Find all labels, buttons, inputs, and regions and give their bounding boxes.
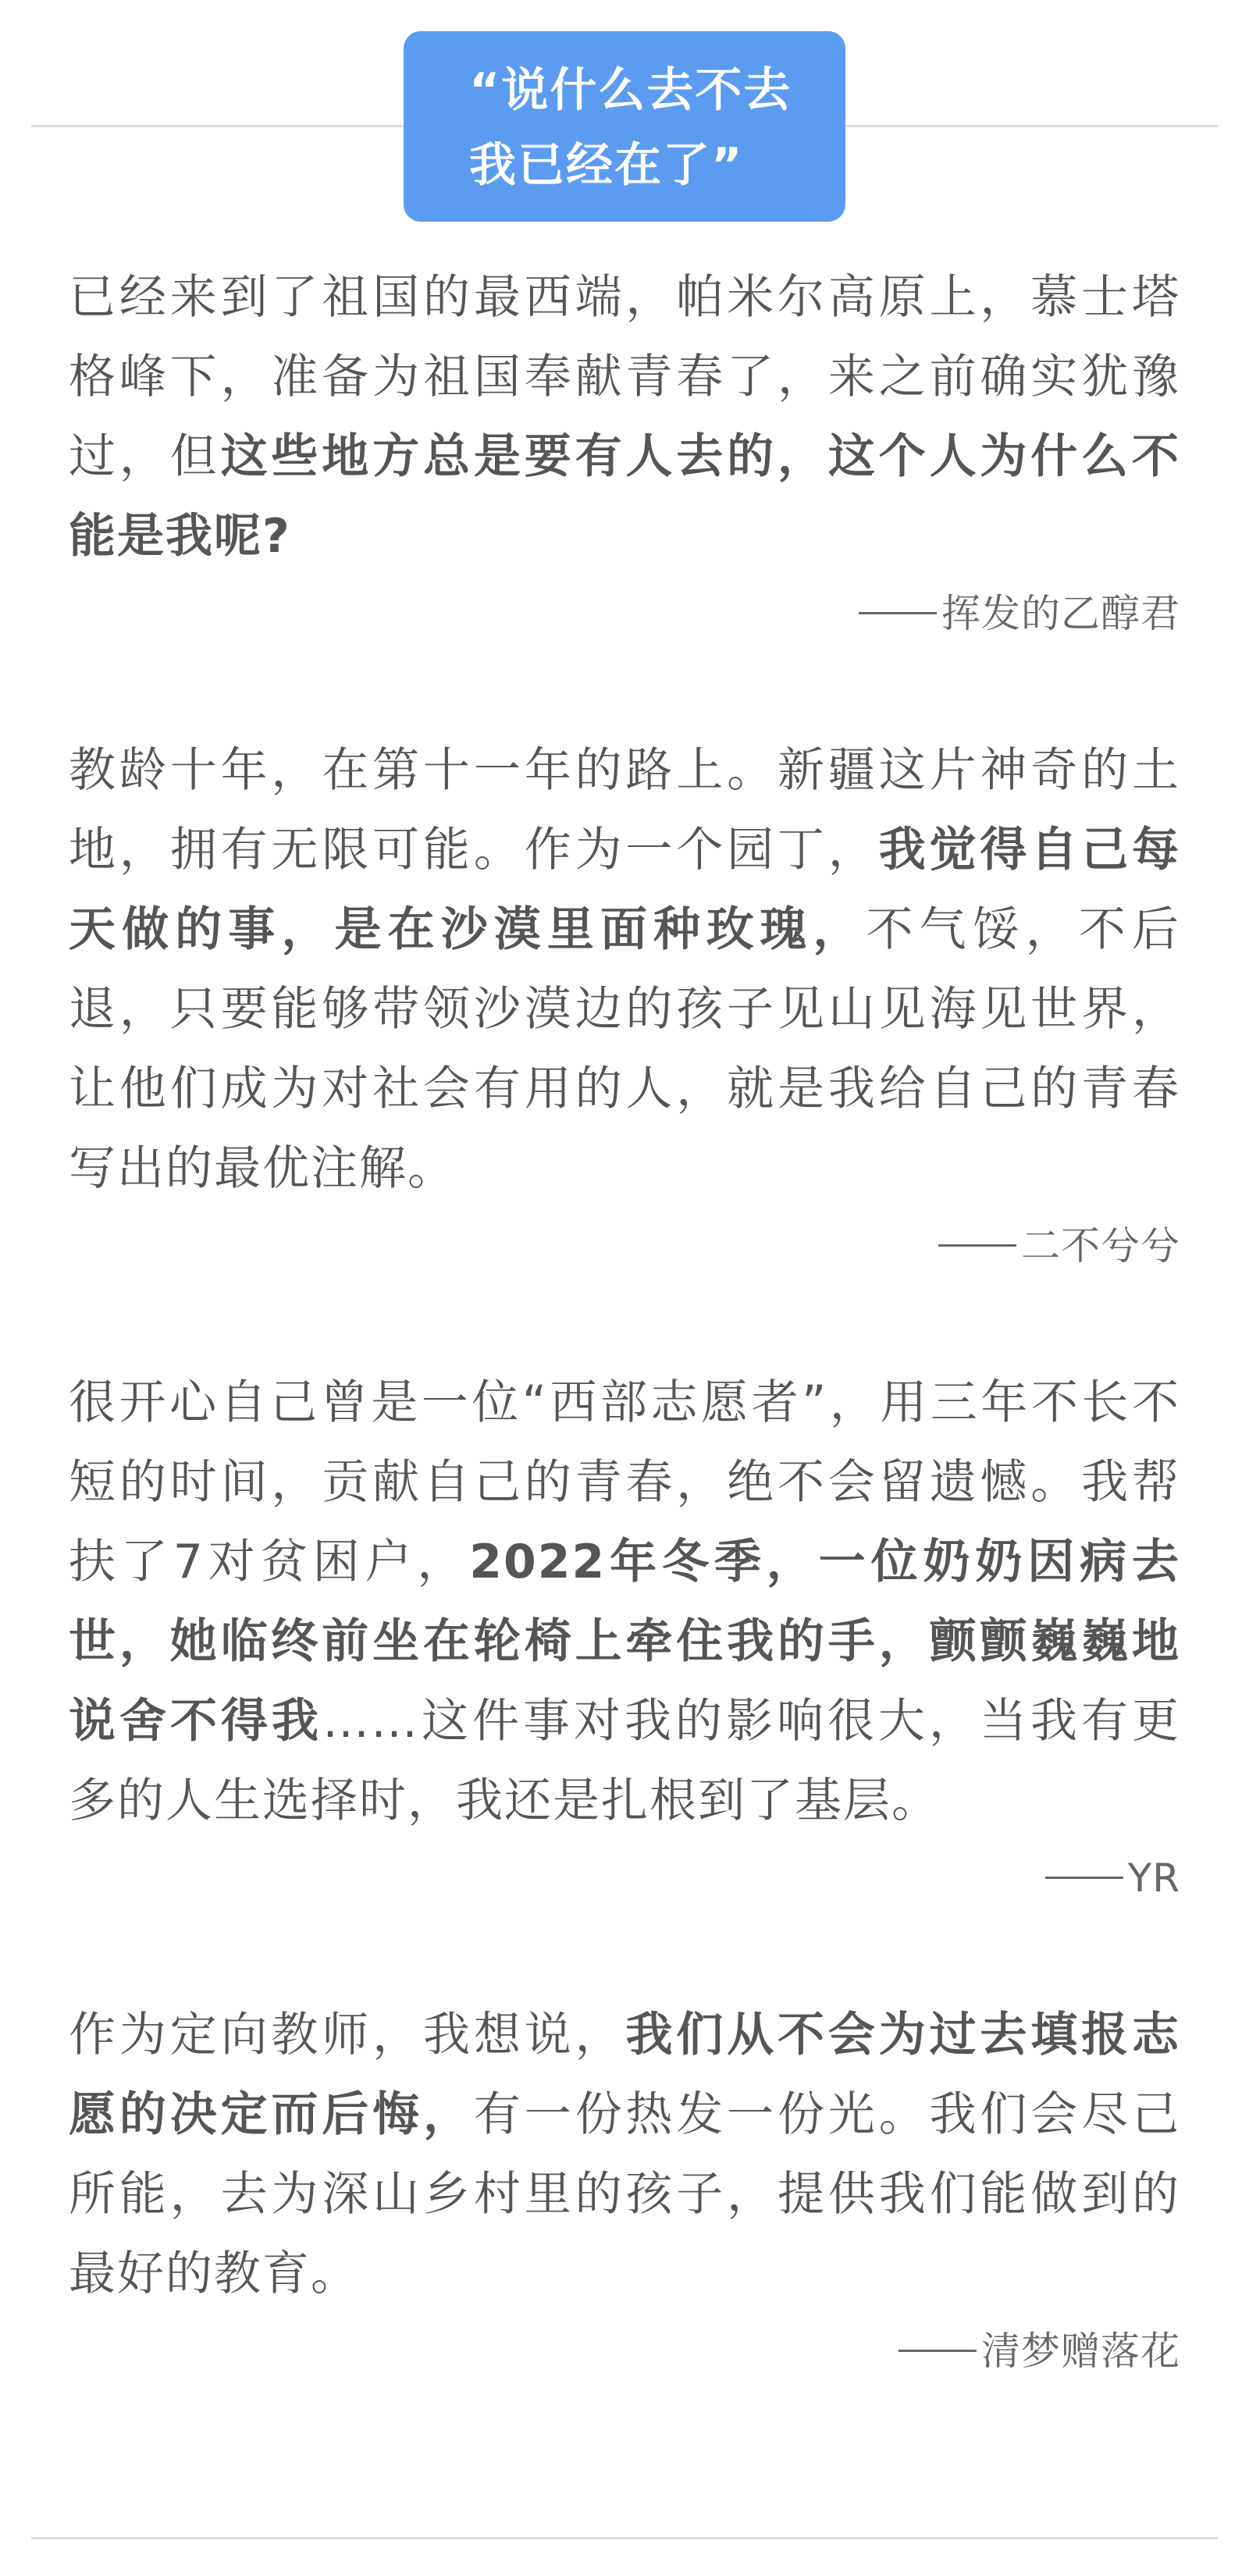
author-name: YR (1127, 1856, 1180, 1901)
quote-author (69, 1847, 1180, 1909)
author-dash (938, 1244, 1016, 1247)
quote-segment-bold: 我们从不会为过去填报志愿的决定而后悔， (69, 2008, 1181, 2142)
quote-block (69, 258, 1180, 645)
quote-block (69, 1995, 1180, 2382)
quote-text (69, 1995, 1180, 2314)
quote-segment: 已经来到了祖国的最西端，帕米尔高原上，慕士塔格峰下，准备为祖国奉献青春了，来之前确实犹豫过，但 (69, 270, 1180, 484)
quote-segment: 作为定向教师，我想说， (69, 2008, 626, 2062)
quote-segment: 有一份热发一份光。我们会尽己所能，去为深山乡村里的孩子，提供我们能做到的最好的教育。 (69, 2087, 1181, 2301)
title-line-1: “说什么去不去 (469, 63, 792, 118)
quote-text (69, 1363, 1180, 1841)
quote-block (69, 1363, 1180, 1909)
author-dash (859, 612, 937, 614)
quote-segment: 很开心自己曾是一位“西部志愿者”，用三年不长不短的时间，贡献自己的青春，绝不会留遗憾。我帮扶了7对贫困户， (69, 1375, 1180, 1589)
quote-text (69, 731, 1180, 1208)
quote-author (69, 582, 1180, 645)
quote-author (69, 2320, 1180, 2382)
quote-segment-bold: 2022年冬季，一位奶奶因病去世，她临终前坐在轮椅上牵住我的手，颤颤巍巍地说舍不得我 (69, 1535, 1180, 1749)
quote-segment: ……这件事对我的影响很大，当我有更多的人生选择时，我还是扎根到了基层。 (69, 1694, 1180, 1828)
bottom-divider (31, 2537, 1218, 2539)
author-name: 二不兮兮 (1021, 1223, 1180, 1268)
author-name: 挥发的乙醇君 (941, 591, 1180, 636)
quote-segment: 不气馁，不后退，只要能够带领沙漠边的孩子见山见海见世界，让他们成为对社会有用的人，就是我给自己的青春写出的最优注解。 (69, 902, 1180, 1196)
quote-author (69, 1215, 1180, 1277)
quote-segment-bold: 这些地方总是要有人去的，这个人为什么不能是我呢? (69, 429, 1181, 564)
title-line-2: 我已经在了” (469, 138, 744, 193)
author-dash (898, 2350, 977, 2352)
quotes-list (69, 258, 1180, 2468)
author-name: 清梦赠落花 (981, 2329, 1180, 2374)
quote-text (69, 258, 1180, 576)
title-banner (404, 31, 845, 222)
quote-block (69, 731, 1180, 1277)
quote-segment: 教龄十年，在第十一年的路上。新疆这片神奇的土地，拥有无限可能。作为一个园丁， (69, 743, 1180, 877)
author-dash (1045, 1877, 1123, 1879)
quote-segment-bold: 我觉得自己每天做的事，是在沙漠里面种玫瑰， (69, 823, 1181, 957)
